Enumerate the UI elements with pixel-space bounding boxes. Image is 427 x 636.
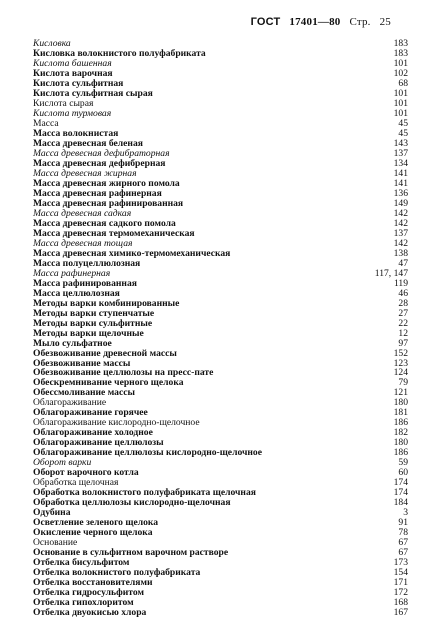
index-page-number: 27	[398, 307, 408, 319]
index-page-number: 173	[393, 557, 408, 569]
index-list	[33, 39, 408, 618]
index-term: Оборот варочного котла	[33, 467, 139, 479]
index-term: Масса древесная дефибрерная	[33, 157, 166, 169]
index-entry	[33, 109, 408, 119]
index-term: Осветление зеленого щелока	[33, 517, 159, 529]
index-term: Кисловка	[33, 38, 71, 49]
index-term: Обезвоживание древесной массы	[33, 347, 177, 359]
index-term: Масса древесная беленая	[33, 137, 143, 149]
index-page-number: 68	[398, 77, 408, 89]
index-page-number: 91	[398, 517, 408, 529]
index-term: Масса древесная дефибраторная	[33, 147, 170, 159]
index-term: Масса полуцеллюлозная	[33, 257, 141, 269]
index-page-number: 60	[398, 467, 408, 479]
index-term: Кисловка волокнистого полуфабриката	[33, 47, 206, 59]
index-page-number: 136	[393, 187, 408, 199]
index-term: Облагораживание кислородно-щелочное	[33, 417, 200, 429]
index-term: Масса древесная жирного помола	[33, 177, 180, 189]
index-page-number: 101	[393, 87, 408, 99]
index-term: Обработка целлюлозы кислородно-щелочная	[33, 497, 231, 509]
index-page-number: 137	[393, 147, 408, 159]
index-term: Кислота башенная	[33, 57, 112, 69]
index-term: Масса целлюлозная	[33, 287, 120, 299]
index-page-number: 59	[398, 457, 408, 469]
index-page-number: 45	[398, 117, 408, 129]
index-term: Отбелка гидросульфитом	[33, 587, 144, 599]
index-page-number: 174	[393, 477, 408, 489]
index-page-number: 138	[393, 247, 408, 259]
index-term: Масса древесная рафинерная	[33, 187, 162, 199]
index-term: Масса древесная рафинированная	[33, 197, 184, 209]
index-page-number: 143	[393, 137, 408, 149]
index-term: Оборот варки	[33, 457, 92, 469]
page-header	[251, 16, 391, 28]
index-term: Масса рафинированная	[33, 277, 137, 289]
index-term: Отбелка восстановителями	[33, 577, 153, 589]
index-term: Кислота варочная	[33, 67, 113, 79]
index-page-number: 174	[393, 487, 408, 499]
index-page-number: 47	[398, 257, 408, 269]
index-page-number: 168	[393, 597, 408, 609]
index-term: Обработка волокнистого полуфабриката щелочная	[33, 487, 256, 499]
index-term: Методы варки щелочные	[33, 327, 144, 339]
index-term: Облагораживание целлюлозы	[33, 437, 164, 449]
index-page-number: 78	[398, 527, 408, 539]
index-page-number: 137	[393, 227, 408, 239]
index-term: Обезвоживание целлюлозы на пресс-пате	[33, 367, 214, 379]
index-page-number: 97	[398, 337, 408, 349]
index-page-number: 183	[393, 38, 408, 49]
index-term: Отбелка волокнистого полуфабриката	[33, 567, 201, 579]
index-page-number: 117, 147	[374, 267, 408, 279]
index-entry	[33, 349, 408, 359]
index-page-number: 12	[398, 327, 408, 339]
standard-number: 17401—80	[289, 16, 341, 28]
index-page-number: 183	[393, 47, 408, 59]
index-term: Методы варки комбинированные	[33, 297, 180, 309]
index-term: Облагораживание горячее	[33, 407, 148, 419]
index-page-number: 141	[393, 177, 408, 189]
index-term: Окисление черного щелока	[33, 527, 153, 539]
index-page-number: 67	[398, 547, 408, 559]
index-page-number: 3	[403, 507, 408, 519]
index-term: Масса рафинерная	[33, 267, 111, 279]
index-page-number: 186	[393, 447, 408, 459]
index-term: Методы варки ступенчатые	[33, 307, 155, 319]
index-term: Масса волокнистая	[33, 127, 119, 139]
index-page-number: 22	[398, 317, 408, 329]
index-page-number: 180	[393, 397, 408, 409]
index-page-number: 101	[393, 57, 408, 69]
index-page-number: 134	[393, 157, 408, 169]
index-page-number: 142	[393, 237, 408, 249]
index-page-number: 45	[398, 127, 408, 139]
index-term: Отбелка бисульфитом	[33, 557, 130, 569]
index-page-number: 180	[393, 437, 408, 449]
page-number: 25	[379, 16, 391, 28]
index-page-number: 167	[393, 607, 408, 619]
index-term: Масса древесная тощая	[33, 237, 133, 249]
index-term: Облагораживание	[33, 397, 107, 409]
index-term: Масса древесная садкая	[33, 207, 132, 219]
index-term: Масса древесная химико-термомеханическая	[33, 247, 231, 259]
standard-label: ГОСТ	[250, 16, 281, 28]
index-term: Масса древесная жирная	[33, 167, 137, 179]
index-entry	[33, 498, 408, 508]
index-page-number: 184	[393, 497, 408, 509]
index-page-number: 46	[398, 287, 408, 299]
index-page-number: 123	[393, 357, 408, 369]
index-page-number: 171	[393, 577, 408, 589]
index-term: Одубина	[33, 507, 71, 519]
index-page-number: 102	[393, 67, 408, 79]
index-term: Отбелка двуокисью хлора	[33, 607, 147, 619]
index-page-number: 101	[393, 107, 408, 119]
index-page-number: 152	[393, 347, 408, 359]
index-page-number: 67	[398, 537, 408, 549]
index-term: Методы варки сульфитные	[33, 317, 153, 329]
index-page-number: 79	[398, 377, 408, 389]
index-page-number: 142	[393, 207, 408, 219]
index-page-number: 149	[393, 197, 408, 209]
index-term: Обескремнивание черного щелока	[33, 377, 184, 389]
index-term: Основание	[33, 537, 78, 549]
index-term: Обезвоживание массы	[33, 357, 131, 369]
index-term: Масса	[33, 117, 59, 129]
index-term: Кислота сульфитная сырая	[33, 87, 153, 99]
page-label: Стр.	[349, 16, 371, 28]
index-page-number: 141	[393, 167, 408, 179]
index-term: Масса древесная садкого помола	[33, 217, 176, 229]
index-entry	[33, 608, 408, 618]
index-term: Мыло сульфатное	[33, 337, 112, 349]
index-entry	[33, 528, 408, 538]
index-term: Кислота сульфитная	[33, 77, 124, 89]
index-term: Основание в сульфитном варочном растворе	[33, 547, 229, 559]
index-page-number: 142	[393, 217, 408, 229]
index-page-number: 172	[393, 587, 408, 599]
index-page-number: 101	[393, 97, 408, 109]
index-term: Кислота сырая	[33, 97, 94, 109]
index-term: Отбелка гипохлоритом	[33, 597, 134, 609]
index-term: Масса древесная термомеханическая	[33, 227, 195, 239]
index-term: Облагораживание холодное	[33, 427, 153, 439]
index-page-number: 154	[393, 567, 408, 579]
index-page-number: 181	[393, 407, 408, 419]
index-term: Облагораживание целлюлозы кислородно-щелочное	[33, 447, 262, 459]
index-page-number: 186	[393, 417, 408, 429]
index-page-number: 28	[398, 297, 408, 309]
index-page-number: 121	[393, 387, 408, 399]
index-term: Кислота турмовая	[33, 107, 112, 119]
index-term: Обессмоливание массы	[33, 387, 135, 399]
index-page-number: 124	[393, 367, 408, 379]
index-page-number: 182	[393, 427, 408, 439]
index-page-number: 119	[393, 277, 408, 289]
index-term: Обработка щелочная	[33, 477, 119, 489]
